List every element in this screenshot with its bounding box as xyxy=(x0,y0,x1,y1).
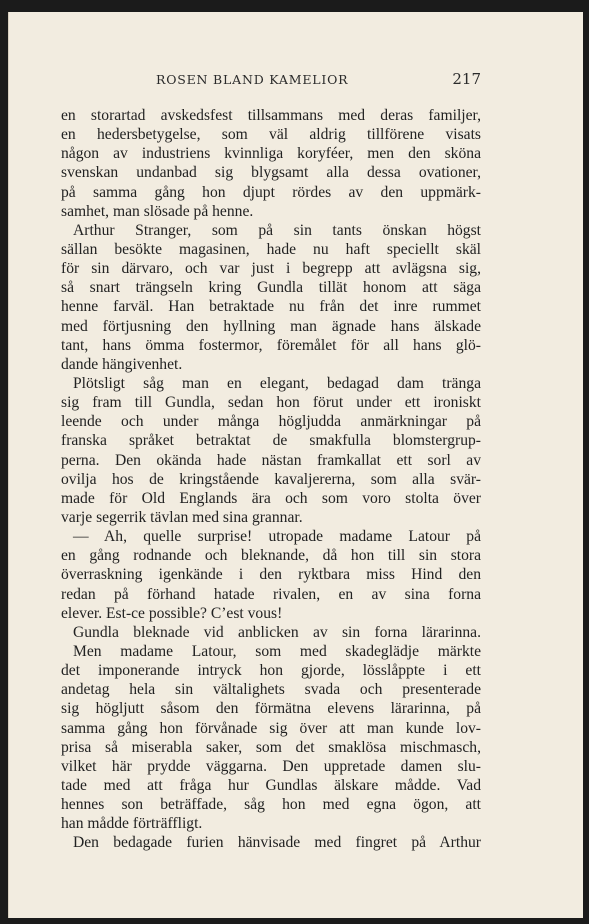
text-line: ovilja hos de kringstående kavaljererna, som alla svär- xyxy=(61,470,481,488)
text-line: leende och under många högljudda anmärkningar på xyxy=(61,413,481,431)
text-line: någon av industriens kvinnliga koryféer, men den sköna xyxy=(61,145,481,163)
text-line: det imponerande intryck hon gjorde, lösslåppte i ett xyxy=(61,662,481,680)
text-line: för sin därvaro, och var just i begrepp att avlägsna sig, xyxy=(61,260,481,278)
text-line: samhet, man slösade på henne. xyxy=(61,202,254,220)
text-line: så snart trängseln kring Gundla tillät honom att säga xyxy=(61,279,481,297)
text-line: perna. Den okända hade nästan framkallat ett sorl av xyxy=(61,451,481,469)
text-line: på samma gång hon djupt rördes av den uppmärk- xyxy=(61,183,481,201)
text-line: dande hängivenhet. xyxy=(61,355,183,373)
text-line: varje segerrik tävlan med sina grannar. xyxy=(61,508,303,526)
text-line: Arthur Stranger, som på sin tants önskan högst xyxy=(73,221,481,239)
text-line: en hedersbetygelse, som väl aldrig tillförene visats xyxy=(61,126,481,144)
running-title: ROSEN BLAND KAMELIOR xyxy=(156,72,349,87)
text-line: sig fram till Gundla, sedan hon förut under ett ironiskt xyxy=(61,394,481,412)
text-line: sig högljutt såsom den förmätna elevens lärarinna, på xyxy=(61,700,481,718)
text-line: Gundla bleknade vid anblicken av sin forna lärarinna. xyxy=(73,623,481,641)
text-line: överraskning igenkände i den ryktbara miss Hind den xyxy=(61,566,481,584)
book-page xyxy=(8,12,583,918)
text-line: svenskan undanbad sig blygsamt alla dessa ovationer, xyxy=(61,164,481,182)
text-line: hennes son beträffade, såg hon med egna ögon, att xyxy=(61,796,481,814)
text-line: med förtjusning den hyllning man ägnade hans älskade xyxy=(61,317,481,335)
text-line: elever. Est-ce possible? C’est vous! xyxy=(61,604,283,622)
text-line: redan på förhand hatade rivalen, en av sina forna xyxy=(61,585,481,603)
text-line: han mådde förträffligt. xyxy=(61,815,203,833)
text-line: samma gång hon förvånade sig över att man kunde lov- xyxy=(61,719,481,737)
text-line: tant, hans ömma fostermor, föremålet för all hans glö- xyxy=(61,336,481,354)
text-line: henne farväl. Han betraktade nu från det inre rummet xyxy=(61,298,481,316)
text-line: en storartad avskedsfest tillsammans med deras familjer, xyxy=(61,107,481,124)
body-text xyxy=(61,106,481,852)
text-line: tade med att fråga hur Gundlas älskare mådde. Vad xyxy=(61,776,481,794)
text-line: prisa så miserabla saker, som det smaklösa mischmasch, xyxy=(61,738,481,756)
text-line: Men madame Latour, som med skadeglädje märkte xyxy=(73,642,481,660)
text-line: sällan besökte magasinen, hade nu haft speciellt skäl xyxy=(61,240,481,258)
text-line: franska språket betraktat de smakfulla blomstergrup- xyxy=(61,432,481,450)
text-line: — Ah, quelle surprise! utropade madame Latour på xyxy=(73,528,481,546)
page-number: 217 xyxy=(452,70,481,88)
text-line: made för Old Englands ära och som voro stolta över xyxy=(61,489,481,507)
text-line: vilket här prydde väggarna. Den uppretade damen slu- xyxy=(61,757,481,775)
text-line: andetag hela sin vältalighets svada och presenterade xyxy=(61,681,481,699)
text-line: Plötsligt såg man en elegant, bedagad dam tränga xyxy=(73,374,481,392)
page-header xyxy=(61,72,489,92)
text-line: en gång rodnande och bleknande, då hon till sin stora xyxy=(61,547,481,565)
text-line: Den bedagade furien hänvisade med fingret på Arthur xyxy=(73,834,481,852)
